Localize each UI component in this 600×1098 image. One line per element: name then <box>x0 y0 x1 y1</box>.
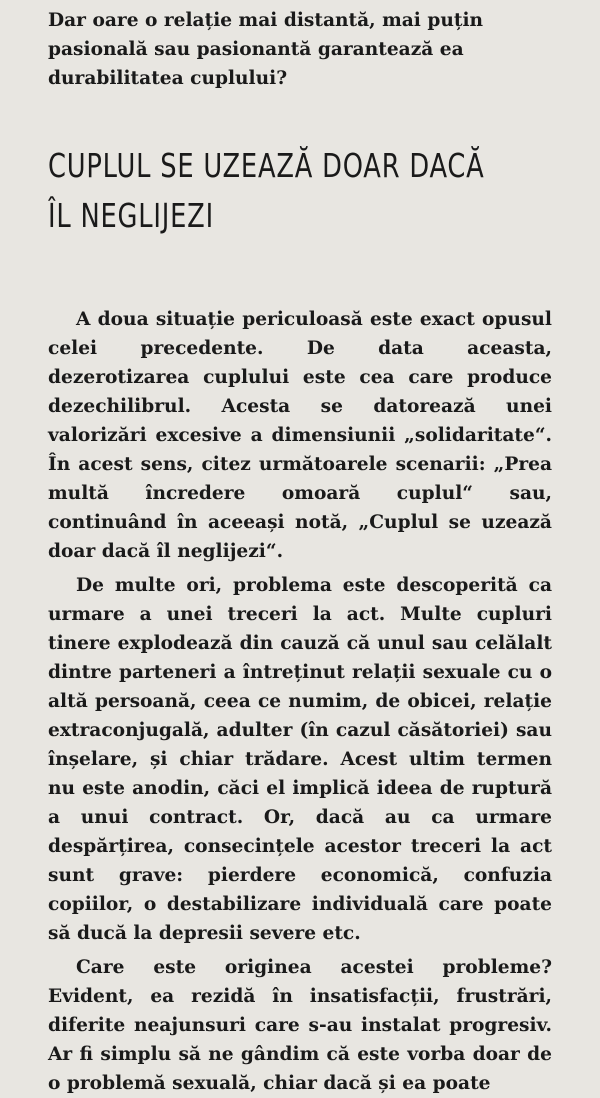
section-heading-line-1: CUPLUL SE UZEAZĂ DOAR DACĂ <box>48 146 485 185</box>
section-heading-line-2: ÎL NEGLIJEZI <box>48 196 214 235</box>
body-paragraph-3: Care este originea acestei probleme? Evident, ea rezidă în insatisfacții, frustrări, diferite neajunsuri care s-au instalat progresiv. Ar fi simplu să ne gândim că este vorba doar de o problemă sexuală, chiar dacă și ea poate <box>48 957 552 1094</box>
section-heading <box>48 141 485 241</box>
intro-paragraph: Dar oare o relație mai distantă, mai puțin pasională sau pasionantă garantează ea durabilitatea cuplului? <box>48 10 484 89</box>
body-paragraph-2: De multe ori, problema este descoperită ca urmare a unei treceri la act. Multe cupluri tinere explodează din cauză că unul sau celălalt dintre parteneri a întreținut relații sexuale cu o altă persoană, ceea ce numim, de obicei, relație extraconjugală, adulter (în cazul căsătoriei) sau înșelare, și chiar trădare. Acest ultim termen nu este anodin, căci el implică ideea de ruptură a unui contract. Or, dacă au ca urmare despărțirea, consecințele acestor treceri la act sunt grave: pierdere economică, confuzia copiilor, o destabilizare individuală care poate să ducă la depresii severe etc. <box>48 575 552 944</box>
body-paragraph-1: A doua situație periculoasă este exact opusul celei precedente. De data aceasta, dezerotizarea cuplului este cea care produce dezechilibrul. Acesta se datorează unei valorizări excesive a dimensiunii „solidaritate“. În acest sens, citez următoarele scenarii: „Prea multă încredere omoară cuplul“ sau, continuând în aceeași notă, „Cuplul se uzează doar dacă îl neglijezi“. <box>48 309 552 562</box>
